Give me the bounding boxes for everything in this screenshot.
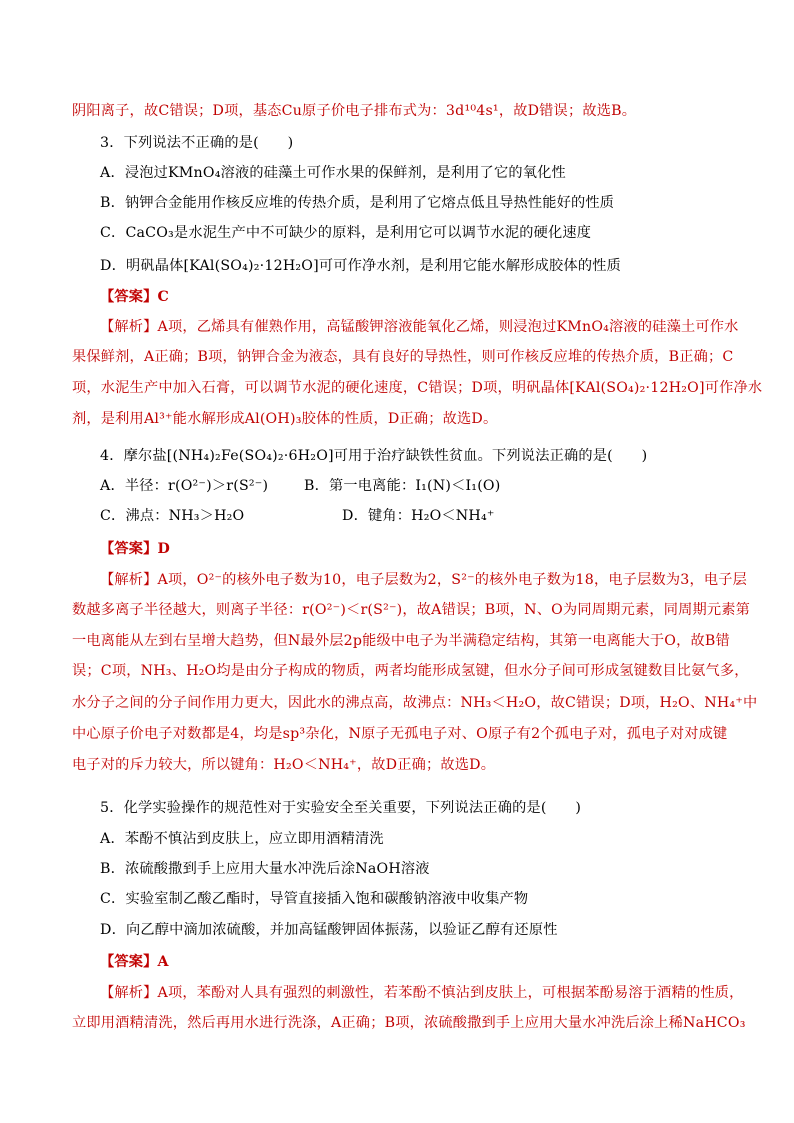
question-line — [100, 193, 732, 213]
line-text: A．苯酚不慎沾到皮肤上，应立即用酒精清洗 — [100, 831, 384, 847]
line-text: A．半径：r(O²⁻)＞r(S²⁻) — [100, 478, 269, 494]
question-line — [100, 889, 732, 909]
line-text: 立即用酒精清洗，然后再用水进行洗涤，A正确；B项，浓硫酸撒到手上应用大量水冲洗后涂上稀NaHCO₃ — [72, 1015, 746, 1031]
line-text: D．向乙醇中滴加浓硫酸，并加高锰酸钾固体振荡，以验证乙醇有还原性 — [100, 922, 558, 938]
answer-tag: 【答案】A — [100, 954, 169, 970]
explanation-line — [72, 755, 732, 775]
question-line — [100, 223, 732, 243]
line-text: 4．摩尔盐[(NH₄)₂Fe(SO₄)₂·6H₂O]可用于治疗缺铁性贫血。下列说法正确的是( ) — [100, 448, 648, 464]
question-line — [100, 920, 732, 940]
line-text: 项，水泥生产中加入石膏，可以调节水泥的硬化速度，C错误；D项，明矾晶体[KAl(SO₄)₂·12H₂O]可作净水 — [72, 380, 763, 396]
question-line — [100, 163, 732, 183]
question-line — [100, 476, 732, 496]
explanation-line — [72, 693, 758, 713]
line-text: 5．化学实验操作的规范性对于实验安全至关重要，下列说法正确的是( ) — [100, 800, 582, 816]
line-text: 中心原子价电子对数都是4，均是sp³杂化，N原子无孤电子对、O原子有2个孤电子对，孤电子对对成键 — [72, 726, 728, 742]
line-text: 电子对的斥力较大，所以键角：H₂O＜NH₄⁺，故D正确；故选D。 — [72, 757, 496, 773]
question-line — [100, 256, 732, 276]
explanation-line — [72, 661, 749, 681]
line-text: 【解析】A项，乙烯具有催熟作用，高锰酸钾溶液能氧化乙烯，则浸泡过KMnO₄溶液的硅藻土可作水 — [100, 319, 739, 335]
question-line — [100, 133, 732, 153]
question-line — [100, 829, 732, 849]
line-text: 果保鲜剂，A正确；B项，钠钾合金为液态，具有良好的导热性，则可作核反应堆的传热介质，B正确；C — [72, 349, 734, 365]
option-column-2: D．键角：H₂O＜NH₄⁺ — [342, 508, 495, 524]
line-text: C．沸点：NH₃＞H₂O — [100, 508, 245, 524]
line-text: 数越多离子半径越大，则离子半径：r(O²⁻)＜r(S²⁻)，故A错误；B项，N、O为同周期元素，同周期元素第 — [72, 602, 751, 618]
answer-tag: 【答案】C — [100, 289, 170, 305]
explanation-line — [100, 983, 744, 1003]
line-text: 一电离能从左到右呈增大趋势，但N最外层2p能级中电子为半满稳定结构，其第一电离能大于O，故B错 — [72, 633, 730, 649]
question-line — [100, 859, 732, 879]
line-text: B．钠钾合金能用作核反应堆的传热介质，是利用了它熔点低且导热性能好的性质 — [100, 195, 615, 211]
explanation-line — [72, 101, 732, 121]
explanation-line — [72, 600, 751, 620]
line-text: 3．下列说法不正确的是( ) — [100, 135, 294, 151]
explanation-line — [72, 1013, 746, 1033]
question-line — [100, 798, 732, 818]
line-text: C．CaCO₃是水泥生产中不可缺少的原料，是利用它可以调节水泥的硬化速度 — [100, 225, 592, 241]
line-text: A．浸泡过KMnO₄溶液的硅藻土可作水果的保鲜剂，是利用了它的氧化性 — [100, 165, 566, 181]
line-text: 【解析】A项，苯酚对人具有强烈的刺激性，若苯酚不慎沾到皮肤上，可根据苯酚易溶于酒精的性质， — [100, 985, 744, 1001]
option-column-2: B．第一电离能：I₁(N)＜I₁(O) — [304, 478, 501, 494]
explanation-line — [100, 570, 748, 590]
explanation-line — [72, 631, 732, 651]
explanation-line — [72, 378, 763, 398]
question-line — [100, 506, 732, 526]
answer-tag: 【答案】D — [100, 541, 171, 557]
line-text: B．浓硫酸撒到手上应用大量水冲洗后涂NaOH溶液 — [100, 861, 430, 877]
explanation-line — [72, 347, 732, 367]
line-text: D．明矾晶体[KAl(SO₄)₂·12H₂O]可可作净水剂，是利用它能水解形成胶体的性质 — [100, 258, 621, 274]
line-text: C．实验室制乙酸乙酯时，导管直接插入饱和碳酸钠溶液中收集产物 — [100, 891, 529, 907]
explanation-line — [72, 724, 732, 744]
answer-line — [100, 952, 732, 972]
question-line — [100, 446, 732, 466]
answer-line — [100, 539, 732, 559]
line-text: 误；C项，NH₃、H₂O均是由分子构成的物质，两者均能形成氢键，但水分子间可形成氢键数目比氨气多， — [72, 663, 749, 679]
line-text: 阴阳离子，故C错误；D项，基态Cu原子价电子排布式为：3d¹⁰4s¹，故D错误；故选B。 — [72, 103, 637, 119]
line-text: 【解析】A项，O²⁻的核外电子数为10，电子层数为2，S²⁻的核外电子数为18，电子层数为3，电子层 — [100, 572, 748, 588]
line-text: 水分子之间的分子间作用力更大，因此水的沸点高，故沸点：NH₃＜H₂O，故C错误；D项，H₂O、NH₄⁺中 — [72, 695, 758, 711]
line-text: 剂，是利用Al³⁺能水解形成Al(OH)₃胶体的性质，D正确；故选D。 — [72, 411, 498, 427]
explanation-line — [72, 409, 732, 429]
explanation-line — [100, 317, 739, 337]
answer-line — [100, 287, 732, 307]
